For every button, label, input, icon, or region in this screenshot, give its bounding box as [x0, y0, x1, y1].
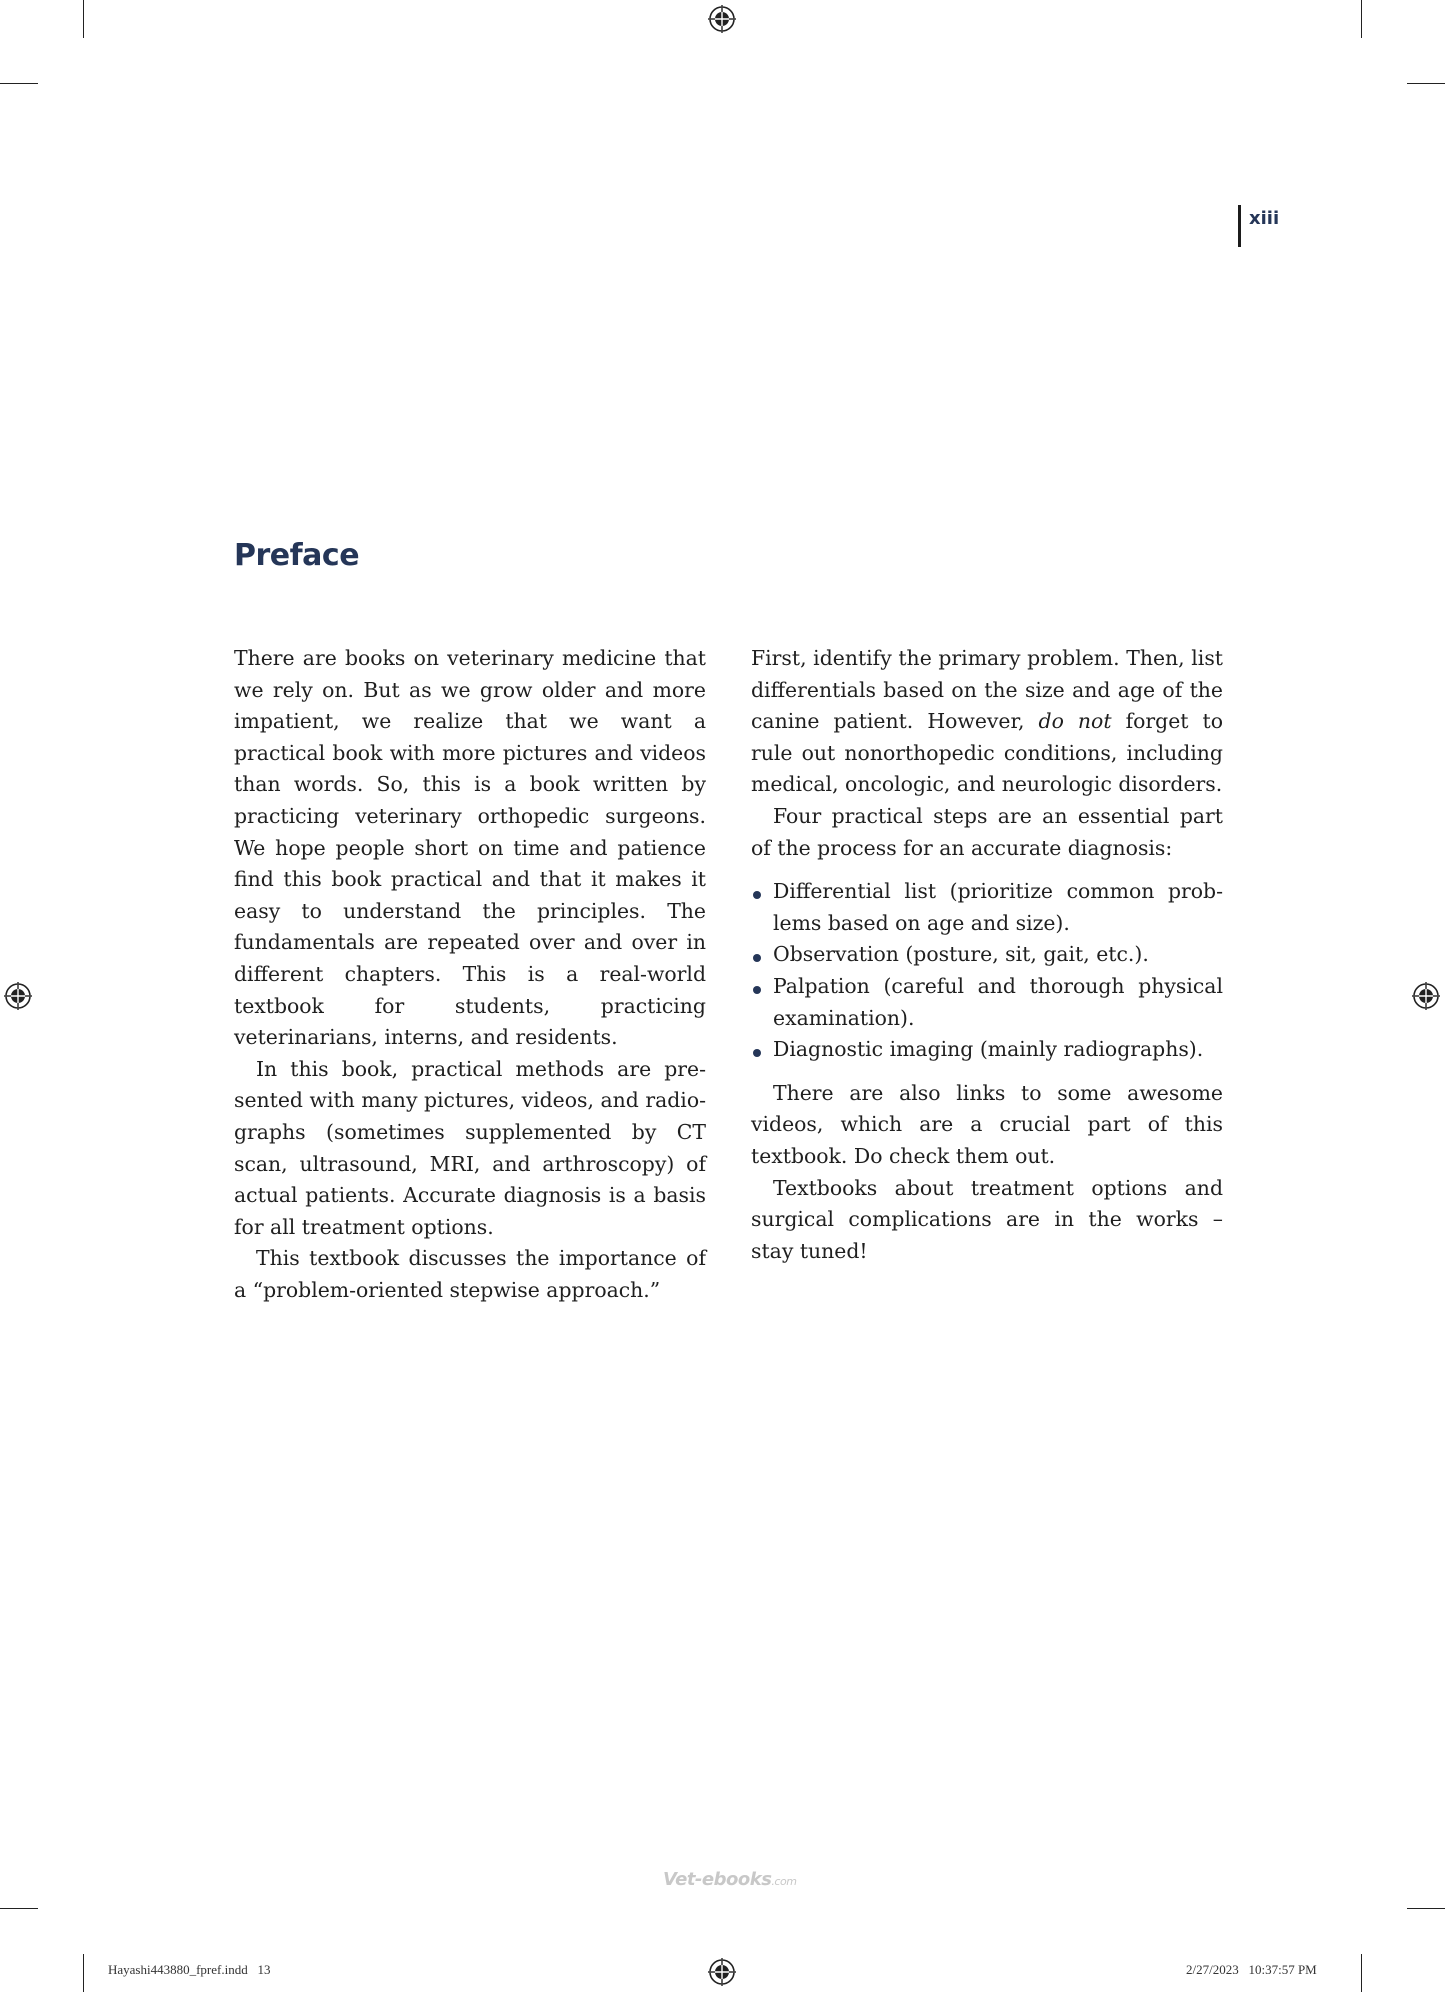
- text-run: First, identify the primary problem. Then, list differentials based on the size and age of the canine patient. However,: [751, 646, 1223, 734]
- paragraph: Textbooks about treatment options and surgical complications are in the works – stay tuned!: [751, 1175, 1223, 1263]
- slug-filename: Hayashi443880_fpref.indd 13: [108, 1962, 271, 1977]
- right-column: [751, 643, 1223, 1267]
- paragraph: This textbook discusses the importance of a “problem-oriented stepwise approach.”: [234, 1246, 706, 1302]
- slug-timestamp: 2/27/2023 10:37:57 PM: [1186, 1962, 1317, 1977]
- crop-mark: [1407, 1908, 1445, 1909]
- bullet-icon: [753, 954, 761, 962]
- list-item: [751, 876, 1223, 939]
- paragraph: In this book, practical methods are presented with many pictures, videos, and radiographs (sometimes supplemented by CT scan, ultrasound, MRI, and arthroscopy) of actual patients. Accurate diagnosis is a basis for all treatment options.: [234, 1056, 706, 1239]
- crop-mark: [0, 1908, 38, 1909]
- watermark-main: Vet-ebooks: [663, 1869, 772, 1890]
- list-item-text: Differential list (prioritize common problems based on age and size).: [773, 879, 1223, 935]
- paragraph: Four practical steps are an essential part of the process for an accurate diagnosis:: [751, 803, 1223, 860]
- list-item: [751, 1034, 1223, 1066]
- paragraph: There are also links to some awesome videos, which are a crucial part of this textbook. Do check them out.: [751, 1080, 1223, 1168]
- list-item-text: Palpation (careful and thorough physical examination).: [773, 973, 1223, 1030]
- crop-mark: [1361, 1954, 1362, 1992]
- steps-list: [751, 876, 1223, 1066]
- bullet-icon: [753, 891, 761, 899]
- bullet-icon: [753, 986, 761, 994]
- left-column: [234, 643, 706, 1306]
- list-item-text: Observation (posture, sit, gait, etc.).: [773, 942, 1149, 967]
- list-item-text: Diagnostic imaging (mainly radiographs).: [773, 1037, 1204, 1062]
- watermark: [663, 1869, 796, 1890]
- bullet-icon: [753, 1049, 761, 1057]
- crop-mark: [83, 0, 84, 38]
- registration-mark-icon: [3, 981, 33, 1011]
- list-item: [751, 971, 1223, 1034]
- page-title: Preface: [234, 538, 360, 573]
- registration-mark-icon: [707, 1957, 737, 1987]
- crop-mark: [1407, 83, 1445, 84]
- emphasis-text: do not: [1038, 709, 1112, 734]
- registration-mark-icon: [1411, 981, 1441, 1011]
- paragraph: [751, 643, 1223, 801]
- text-run: forget to rule out nonorthopedic conditions, including medical, oncologic, and neurologic disorders.: [751, 709, 1223, 797]
- page-number: xiii: [1238, 205, 1279, 247]
- crop-mark: [0, 83, 38, 84]
- list-item: [751, 939, 1223, 971]
- paragraph: There are books on veterinary medicine that we rely on. But as we grow older and more impatient, we realize that we want a practical book with more pictures and videos than words. So, this is a book written by practicing veterinary orthopedic surgeons. We hope people short on time and patience find this book practical and that it makes it easy to understand the principles. The fundamentals are repeated over and over in different chapters. This is a real-world textbook for students, practicing veterinarians, interns, and residents.: [234, 646, 706, 1050]
- registration-mark-icon: [707, 4, 737, 34]
- watermark-suffix: .com: [771, 1875, 797, 1888]
- crop-mark: [1361, 0, 1362, 38]
- crop-mark: [83, 1954, 84, 1992]
